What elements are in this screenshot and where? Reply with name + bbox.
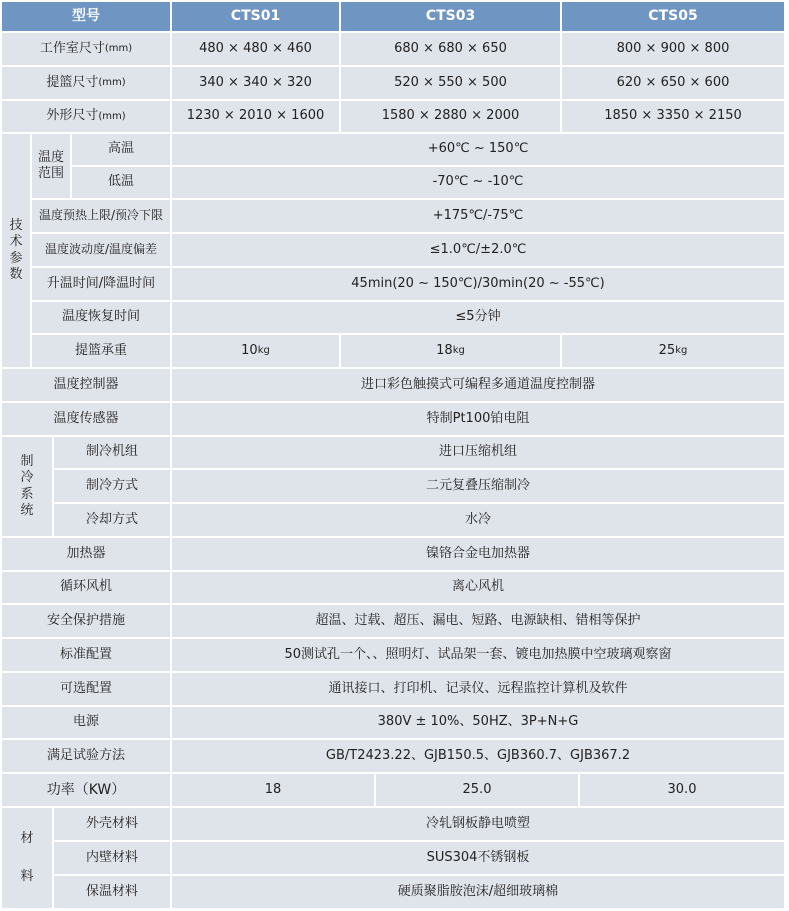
header-model-label: 型号 <box>2 2 170 31</box>
optional-config-label: 可选配置 <box>2 673 170 705</box>
basket-size-unit: (mm) <box>98 77 126 89</box>
tech-char: 技 <box>9 218 23 233</box>
test-methods-value: GB/T2423.22、GJB150.5、GJB360.7、GJB367.2 <box>172 740 784 772</box>
header-model-cts05: CTS05 <box>562 2 784 31</box>
power-kw-cts03: 25.0 <box>376 774 578 806</box>
cooling-method-value: 水冷 <box>172 504 784 536</box>
controller-value: 进口彩色触摸式可编程多通道温度控制器 <box>172 369 784 401</box>
basket-load-unit: kg <box>675 345 688 357</box>
power-supply-label: 电源 <box>2 707 170 738</box>
basket-size-cts01: 340 × 340 × 320 <box>172 67 339 99</box>
outer-size-label: 外形尺寸 <box>46 108 99 124</box>
sensor-label: 温度传感器 <box>2 403 170 435</box>
row-label-outer-size <box>2 101 170 132</box>
basket-load-cts03 <box>341 335 560 367</box>
header-model-cts03: CTS03 <box>341 2 560 31</box>
shell-material-value: 冷轧钢板静电喷塑 <box>172 808 784 840</box>
inner-material-value: SUS304不锈钢板 <box>172 842 784 874</box>
refrig-method-value: 二元复叠压缩制冷 <box>172 470 784 502</box>
fan-value: 离心风机 <box>172 572 784 603</box>
insulation-material-label: 保温材料 <box>54 876 170 908</box>
refrigeration-group-label <box>2 437 52 536</box>
sensor-value: 特制Pt100铂电阻 <box>172 403 784 435</box>
material-group-label <box>2 808 52 908</box>
chamber-size-unit: (mm) <box>104 43 133 55</box>
refrig-unit-value: 进口压缩机组 <box>172 437 784 468</box>
inner-material-label: 内壁材料 <box>54 842 170 874</box>
header-model-cts01: CTS01 <box>172 2 339 31</box>
chamber-size-cts01: 480 × 480 × 460 <box>172 33 339 65</box>
power-kw-label: 功率（KW） <box>2 774 170 806</box>
tech-params-group-label <box>2 134 30 367</box>
refrig-char: 系 <box>20 486 34 502</box>
fluctuation-label: 温度波动度/温度偏差 <box>32 234 170 266</box>
tech-char: 参 <box>9 250 23 266</box>
basket-load-cts01 <box>172 335 339 367</box>
heater-label: 加热器 <box>2 538 170 570</box>
outer-size-cts01: 1230 × 2010 × 1600 <box>172 101 339 132</box>
temp-range-label <box>32 134 70 198</box>
high-temp-value: +60℃ ~ 150℃ <box>172 134 784 165</box>
basket-load-unit: kg <box>452 345 465 357</box>
basket-load-value: 18 <box>436 342 453 358</box>
power-supply-value: 380V ± 10%、50HZ、3P+N+G <box>172 707 784 738</box>
high-temp-label: 高温 <box>72 134 170 165</box>
outer-size-cts03: 1580 × 2880 × 2000 <box>341 101 560 132</box>
basket-size-cts05: 620 × 650 × 600 <box>562 67 784 99</box>
chamber-size-cts03: 680 × 680 × 650 <box>341 33 560 65</box>
optional-config-value: 通讯接口、打印机、记录仪、远程监控计算机及软件 <box>172 673 784 705</box>
row-label-chamber-size <box>2 33 170 65</box>
refrig-char: 冷 <box>20 470 34 486</box>
test-methods-label: 满足试验方法 <box>2 740 170 772</box>
low-temp-label: 低温 <box>72 167 170 198</box>
basket-load-cts05 <box>562 335 784 367</box>
ramp-time-value: 45min(20 ~ 150℃)/30min(20 ~ -55℃) <box>172 268 784 300</box>
safety-value: 超温、过载、超压、漏电、短路、电源缺相、错相等保护 <box>172 605 784 637</box>
chamber-size-cts05: 800 × 900 × 800 <box>562 33 784 65</box>
cooling-method-label: 冷却方式 <box>54 504 170 536</box>
basket-load-label: 提篮承重 <box>32 335 170 367</box>
basket-load-value: 25 <box>658 342 676 358</box>
ramp-time-label: 升温时间/降温时间 <box>32 268 170 300</box>
material-char: 料 <box>20 869 34 885</box>
outer-size-unit: (mm) <box>98 110 126 122</box>
preheat-value: +175℃/-75℃ <box>172 200 784 232</box>
tech-char: 术 <box>9 234 23 250</box>
temp-range-line: 范围 <box>37 166 64 181</box>
fan-label: 循环风机 <box>2 572 170 603</box>
fluctuation-value: ≤1.0℃/±2.0℃ <box>172 234 784 266</box>
tech-char: 数 <box>9 266 23 282</box>
refrig-char: 制 <box>20 454 34 469</box>
standard-config-value: 50测试孔一个、、照明灯、试品架一套、镀电加热膜中空玻璃观察窗 <box>172 639 784 671</box>
row-label-basket-size <box>2 67 170 99</box>
controller-label: 温度控制器 <box>2 369 170 401</box>
shell-material-label: 外壳材料 <box>54 808 170 840</box>
power-kw-cts01: 18 <box>172 774 374 806</box>
basket-size-label: 提篮尺寸 <box>46 74 99 90</box>
refrig-unit-label: 制冷机组 <box>54 437 170 468</box>
refrig-method-label: 制冷方式 <box>54 470 170 502</box>
temp-range-line: 温度 <box>37 149 64 165</box>
power-kw-cts05: 30.0 <box>580 774 784 806</box>
recovery-time-value: ≤5分钟 <box>172 302 784 333</box>
refrig-char: 统 <box>20 502 34 518</box>
heater-value: 镍铬合金电加热器 <box>172 538 784 570</box>
basket-size-cts03: 520 × 550 × 500 <box>341 67 560 99</box>
low-temp-value: -70℃ ~ -10℃ <box>172 167 784 198</box>
preheat-label: 温度预热上限/预冷下限 <box>32 200 170 232</box>
standard-config-label: 标准配置 <box>2 639 170 671</box>
recovery-time-label: 温度恢复时间 <box>32 302 170 333</box>
material-char: 材 <box>20 830 34 846</box>
outer-size-cts05: 1850 × 3350 × 2150 <box>562 101 784 132</box>
chamber-size-label: 工作室尺寸 <box>39 40 105 56</box>
basket-load-unit: kg <box>257 345 270 357</box>
basket-load-value: 10 <box>241 342 258 358</box>
safety-label: 安全保护措施 <box>2 605 170 637</box>
insulation-material-value: 硬质聚脂胺泡沫/超细玻璃棉 <box>172 876 784 908</box>
